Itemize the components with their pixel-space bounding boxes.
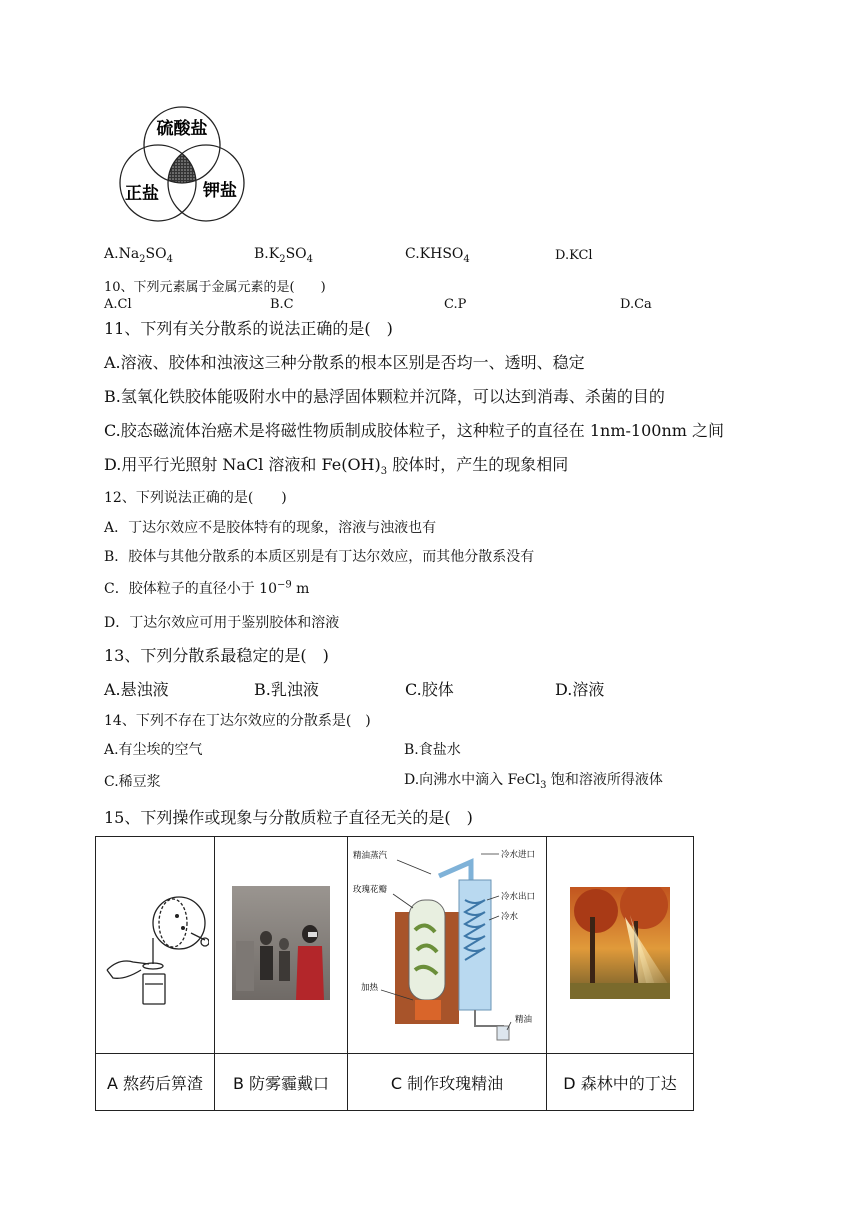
q12-stem: 12、下列说法正确的是( ): [104, 490, 287, 506]
q14-stem: 14、下列不存在丁达尔效应的分散系是( ): [104, 713, 371, 729]
q14-option-b: B.食盐水: [404, 742, 461, 758]
q12-option-a: A．丁达尔效应不是胶体特有的现象，溶液与浊液也有: [104, 520, 437, 536]
caption-b: B 防雾霾戴口: [215, 1054, 348, 1111]
caption-a: A 熬药后箅渣: [96, 1054, 215, 1111]
image-cell-d: [547, 837, 694, 1054]
venn-diagram: [112, 100, 252, 230]
q11-option-d: D.用平行光照射 NaCl 溶液和 $Fe(OH)_3$ 胶体时，产生的现象相同: [104, 455, 569, 478]
q13-option-b: B.乳浊液: [254, 680, 319, 699]
q11-stem: 11、下列有关分散系的说法正确的是( ): [104, 319, 393, 338]
label-cold-water-in: 冷水进口: [501, 850, 536, 860]
label-cold-water-out: 冷水出口: [501, 892, 536, 902]
q13-option-c: C.胶体: [405, 680, 454, 699]
q12-option-c: C．胶体粒子的直径小于 $10^{-9}$ m: [104, 579, 310, 597]
venn-label-right: 钾盐: [203, 181, 237, 201]
q11-option-c: C.胶态磁流体治癌术是将磁性物质制成胶体粒子，这种粒子的直径在 1nm-100nm 之间: [104, 421, 725, 440]
caption-d: D 森林中的丁达: [547, 1054, 694, 1111]
q9-option-a: $A.Na_2SO_4$: [104, 246, 173, 265]
q11-option-b: B.氢氧化铁胶体能吸附水中的悬浮固体颗粒并沉降，可以达到消毒、杀菌的目的: [104, 387, 665, 406]
q14-option-c: C.稀豆浆: [104, 774, 161, 790]
q14-option-d: D.向沸水中滴入 FeCl$_3$ 饱和溶液所得液体: [404, 772, 663, 791]
image-cell-b: [215, 837, 348, 1054]
q13-option-d: D.溶液: [555, 680, 605, 699]
q9-option-c: $C.KHSO_4$: [405, 246, 470, 265]
q15-table: [95, 836, 694, 1111]
q15-stem: 15、下列操作或现象与分散质粒子直径无关的是( ): [104, 808, 473, 827]
caption-c: C 制作玫瑰精油: [348, 1054, 547, 1111]
label-essential-oil: 精油: [515, 1015, 533, 1025]
q10-option-a: A.Cl: [104, 297, 132, 312]
q14-option-a: A.有尘埃的空气: [104, 742, 203, 758]
venn-label-left: 正盐: [125, 184, 159, 204]
q10-option-c: C.P: [444, 297, 467, 312]
smog-mask-photo: [232, 886, 330, 1000]
q10-stem: 10、下列元素属于金属元素的是( ): [104, 280, 326, 295]
q9-option-b: $B.K_2SO_4$: [254, 246, 314, 265]
label-oil-vapor: 精油蒸汽: [353, 851, 388, 861]
q10-option-b: B.C: [270, 297, 294, 312]
label-rose-petals: 玫瑰花瓣: [353, 885, 388, 895]
q10-option-d: D.Ca: [620, 297, 652, 312]
distillation-apparatus-diagram: [351, 840, 543, 1046]
q13-option-a: A.悬浊液: [104, 680, 169, 699]
q11-option-a: A.溶液、胶体和浊液这三种分散系的根本区别是否均一、透明、稳定: [104, 353, 585, 372]
herbal-filter-illustration: [101, 878, 209, 1008]
label-cold-water: 冷水: [501, 912, 519, 922]
q12-option-d: D．丁达尔效应可用于鉴别胶体和溶液: [104, 615, 340, 631]
image-cell-a: [96, 837, 215, 1054]
venn-label-top: 硫酸盐: [156, 119, 208, 139]
q13-stem: 13、下列分散系最稳定的是( ): [104, 646, 329, 665]
forest-tyndall-photo: [570, 887, 670, 999]
q9-option-d: D.KCl: [555, 248, 593, 263]
label-heating: 加热: [361, 983, 379, 993]
image-cell-c: [348, 837, 547, 1054]
q12-option-b: B．胶体与其他分散系的本质区别是有丁达尔效应，而其他分散系没有: [104, 549, 535, 565]
